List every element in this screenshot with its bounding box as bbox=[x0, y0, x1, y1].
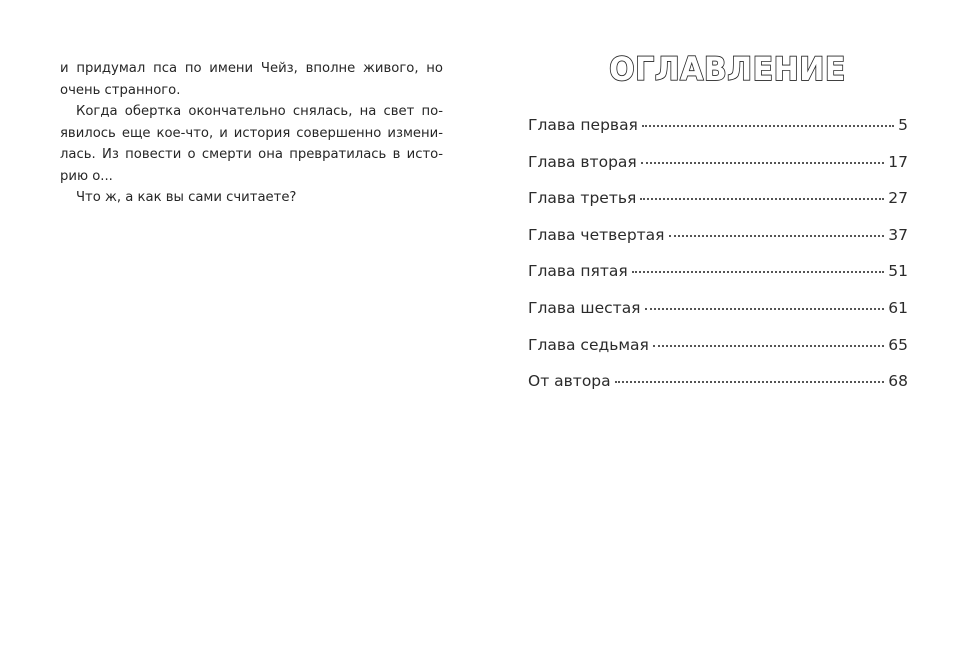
text-line: Когда обертка окончательно снялась, на свет по- bbox=[76, 104, 443, 119]
toc-entry-chapter-6[interactable] bbox=[528, 299, 908, 336]
toc-entry-label: Глава вторая bbox=[528, 152, 637, 171]
dot-leader bbox=[653, 345, 884, 347]
toc-entry-page: 37 bbox=[888, 225, 908, 244]
text-line: явилось еще кое-что, и история совершенно измени- bbox=[60, 125, 443, 141]
dot-leader bbox=[641, 162, 885, 164]
dot-leader bbox=[640, 198, 884, 200]
toc-entry-label: Глава третья bbox=[528, 189, 637, 208]
toc-entry-page: 17 bbox=[888, 152, 908, 171]
toc-entry-page: 51 bbox=[888, 262, 908, 281]
toc-entry-chapter-2[interactable] bbox=[528, 153, 908, 190]
toc-entry-label: Глава седьмая bbox=[528, 335, 649, 354]
text-line: лась. Из повести о смерти она превратилась в исто- bbox=[60, 147, 443, 162]
toc-entry-label: Глава шестая bbox=[528, 298, 641, 317]
text-line: очень странного. bbox=[60, 82, 181, 98]
toc-entry-label: Глава пятая bbox=[528, 262, 628, 281]
toc-entry-label: Глава четвертая bbox=[528, 225, 665, 244]
dot-leader bbox=[645, 308, 885, 310]
table-of-contents bbox=[528, 116, 908, 409]
toc-entry-page: 68 bbox=[888, 372, 908, 391]
dot-leader bbox=[642, 125, 894, 127]
toc-entry-page: 27 bbox=[888, 189, 908, 208]
story-text bbox=[60, 58, 443, 209]
toc-entry-page: 5 bbox=[898, 116, 908, 134]
toc-entry-chapter-7[interactable] bbox=[528, 336, 908, 373]
toc-entry-chapter-1[interactable] bbox=[528, 116, 908, 153]
text-line: и придумал пса по имени Чейз, вполне живого, но bbox=[60, 61, 443, 76]
dot-leader bbox=[669, 235, 885, 237]
dot-leader bbox=[632, 271, 885, 273]
toc-entry-chapter-5[interactable] bbox=[528, 262, 908, 299]
text-line: Что ж, а как вы сами считаете? bbox=[76, 190, 297, 205]
toc-entry-label: Глава первая bbox=[528, 116, 638, 134]
toc-entry-chapter-3[interactable] bbox=[528, 189, 908, 226]
toc-entry-chapter-4[interactable] bbox=[528, 226, 908, 263]
dot-leader bbox=[615, 381, 885, 383]
text-line: рию о... bbox=[60, 168, 113, 184]
toc-entry-label: От автора bbox=[528, 372, 611, 391]
toc-entry-page: 65 bbox=[888, 335, 908, 354]
right-page bbox=[485, 0, 970, 652]
toc-title: ОГЛАВЛЕНИЕ bbox=[609, 50, 846, 89]
toc-entry-afterword[interactable] bbox=[528, 372, 908, 409]
toc-entry-page: 61 bbox=[888, 298, 908, 317]
